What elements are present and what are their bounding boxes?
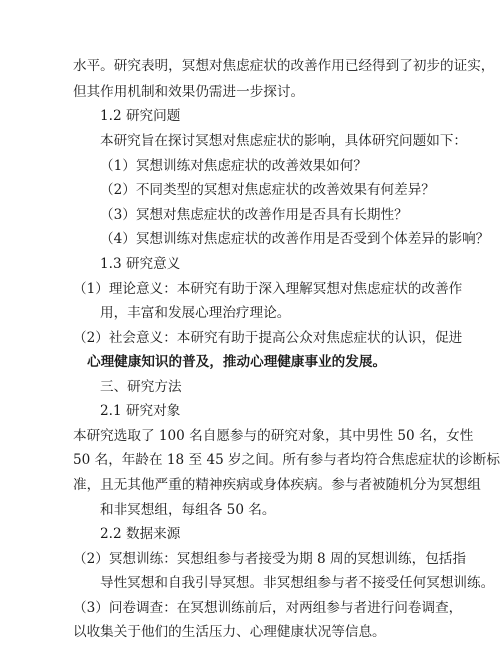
paragraph-line: 50 名，年龄在 18 至 45 岁之间。所有参与者均符合焦虑症状的诊断标 <box>73 452 500 468</box>
paragraph-line: 和非冥想组，每组各 50 名。 <box>100 502 276 518</box>
list-item: （3）冥想对焦虑症状的改善作用是否具有长期性？ <box>100 207 408 223</box>
paragraph-line: （3）问卷调查：在冥想训练前后，对两组参与者进行问卷调查， <box>73 600 463 616</box>
paragraph-line: 本研究旨在探讨冥想对焦虑症状的影响，具体研究问题如下： <box>100 133 468 149</box>
paragraph-line: （2）冥想训练：冥想组参与者接受为期 8 周的冥想训练，包括指 <box>73 551 466 567</box>
paragraph-line: 水平。研究表明，冥想对焦虑症状的改善作用已经得到了初步的证实， <box>73 58 495 74</box>
paragraph-line: 但其作用机制和效果仍需进一步探讨。 <box>73 84 305 100</box>
paragraph-line: 用，丰富和发展心理治疗理论。 <box>100 305 291 321</box>
paragraph-line: 准，且无其他严重的精神疾病或身体疾病。参与者被随机分为冥想组 <box>73 477 481 493</box>
section-heading: 1.3 研究意义 <box>100 256 181 272</box>
chapter-heading: 三、研究方法 <box>100 379 182 395</box>
list-item: （2）不同类型的冥想对焦虑症状的改善效果有何差异？ <box>100 182 435 198</box>
paragraph-line: （1）理论意义：本研究有助于深入理解冥想对焦虑症状的改善作 <box>73 281 463 297</box>
paragraph-line: 以收集关于他们的生活压力、心理健康状况等信息。 <box>73 624 386 640</box>
section-heading: 2.2 数据来源 <box>100 526 181 542</box>
paragraph-line: （2）社会意义：本研究有助于提高公众对焦虑症状的认识，促进 <box>73 330 463 346</box>
paragraph-line: 导性冥想和自我引导冥想。非冥想组参与者不接受任何冥想训练。 <box>100 575 495 591</box>
section-heading: 1.2 研究问题 <box>100 108 181 124</box>
paragraph-line: 心理健康知识的普及，推动心理健康事业的发展。 <box>87 354 387 370</box>
list-item: （4）冥想训练对焦虑症状的改善作用是否受到个体差异的影响？ <box>100 231 490 247</box>
list-item: （1）冥想训练对焦虑症状的改善效果如何？ <box>100 158 367 174</box>
paragraph-line: 本研究选取了 100 名自愿参与的研究对象，其中男性 50 名，女性 <box>73 428 474 444</box>
section-heading: 2.1 研究对象 <box>100 403 181 419</box>
